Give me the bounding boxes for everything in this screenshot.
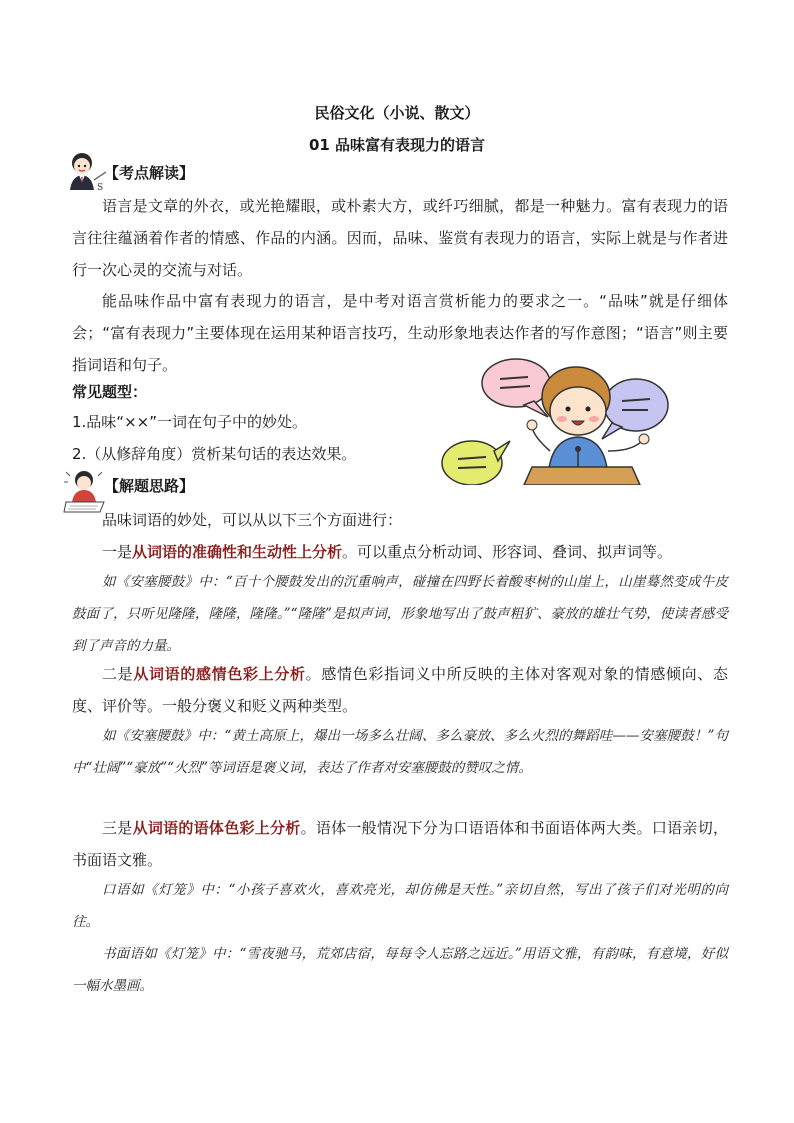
point-1 [72,536,728,568]
page-subtitle: 01 品味富有表现力的语言 [308,136,486,154]
silu-intro: 品味词语的妙处，可以从以下三个方面进行： [102,511,403,529]
point-2 [72,658,728,722]
tixing-label: 常见题型： [72,383,148,401]
tixing-item-1: 1.品味“××”一词在句子中的妙处。 [72,413,307,431]
page-title: 民俗文化（小说、散文） [314,104,480,122]
point-3-example-2: 书面语如《灯笼》中：“雪夜驰马，荒郊店宿，每每令人忘路之远近。”用语文雅，有韵味，有意境，好似一幅水墨画。 [72,946,728,994]
point-3-highlight: 从词语的语体色彩上分析 [132,819,301,837]
silu-label: 【解题思路】 [104,477,195,495]
kaodian-paragraph-1: 语言是文章的外衣，或光艳耀眼，或朴素大方，或纤巧细腻，都是一种魅力。富有表现力的语言往往蕴涵着作者的情感、作品的内涵。因而，品味、鉴赏有表现力的语言，实际上就是与作者进行一次心灵的交流与对话。 [72,197,728,279]
point-3 [72,812,728,876]
kaodian-label: 【考点解读】 [104,164,195,182]
point-2-prefix: 二是 [102,665,134,683]
point-3-example-1: 口语如《灯笼》中：“小孩子喜欢火，喜欢亮光，却仿佛是天性。”亲切自然，写出了孩子们对光明的向往。 [72,882,728,930]
teacher-icon [64,150,108,192]
point-1-prefix: 一是 [102,543,133,561]
kaodian-paragraph-2: 能品味作品中富有表现力的语言，是中考对语言赏析能力的要求之一。“品味”就是仔细体会；“富有表现力”主要体现在运用某种语言技巧，生动形象地表达作者的写作意图；“语言”则主要指词语和句子。 [72,292,728,374]
point-3-rest: 。语体一般情况下分为口语语体和书面语体两大类。口语亲切，书面语文雅。 [72,819,728,869]
tixing-item-2: 2.（从修辞角度）赏析某句话的表达效果。 [72,445,357,463]
point-1-rest: 。可以重点分析动词、形容词、叠词、拟声词等。 [342,543,673,561]
point-1-example: 如《安塞腰鼓》中：“百十个腰鼓发出的沉重响声，碰撞在四野长着酸枣树的山崖上，山崖蓦然变成牛皮鼓面了，只听见隆隆，隆隆，隆隆。”“隆隆”是拟声词，形象地写出了鼓声粗犷、豪放的雄壮气势，使读者感受到了声音的力量。 [72,574,728,654]
point-2-highlight: 从词语的感情色彩上分析 [133,665,306,683]
point-1-highlight: 从词语的准确性和生动性上分析 [132,543,343,561]
point-2-rest: 。感情色彩指词义中所反映的主体对客观对象的情感倾向、态度、评价等。一般分褒义和贬义两种类型。 [72,665,728,715]
speaking-boy-illustration [436,355,672,485]
svg-text:S: S [97,183,104,192]
point-2-example: 如《安塞腰鼓》中：“黄土高原上，爆出一场多么壮阔、多么豪放、多么火烈的舞蹈哇——安塞腰鼓！”句中“壮阔”“豪放”“火烈”等词语是褒义词，表达了作者对安塞腰鼓的赞叹之情。 [72,728,728,776]
point-3-prefix: 三是 [102,819,133,837]
